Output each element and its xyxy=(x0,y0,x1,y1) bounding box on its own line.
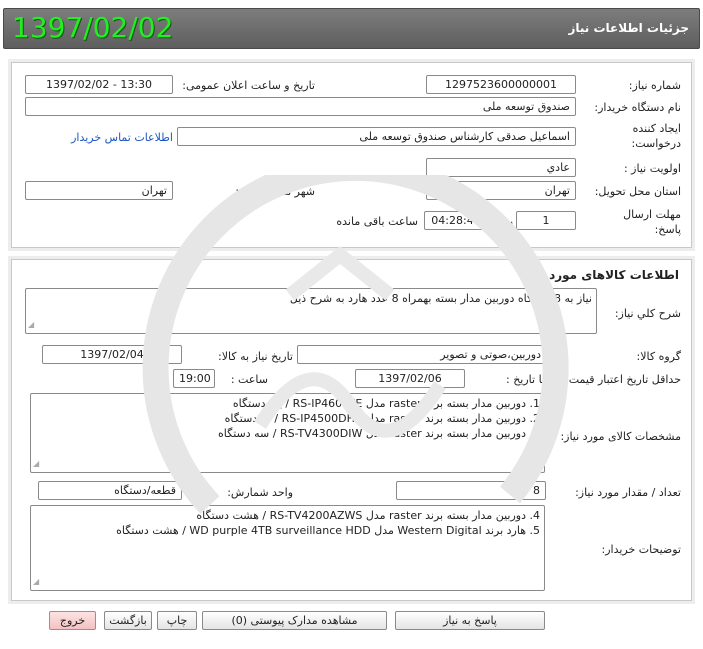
priority-label: اولویت نیاز : xyxy=(623,162,681,175)
hour-field: 19:00 xyxy=(173,369,215,388)
qty-label: تعداد / مقدار مورد نیاز: xyxy=(575,486,681,499)
group-field: دوربین،صوتی و تصویر xyxy=(297,345,547,364)
deadline-label-line2: پاسخ: xyxy=(654,223,681,236)
spec-line: 1. دوربین مدار بسته برند raster مدل RS-IP4600FE / یک دستگاه xyxy=(232,397,540,410)
back-button[interactable]: بازگشت xyxy=(104,611,152,630)
creator-label-line1: ایجاد کننده xyxy=(632,122,681,135)
note-line: 5. هارد برند Western Digital مدل WD purple 4TB surveillance HDD / هشت دستگاه xyxy=(116,524,540,537)
goods-section-title: اطلاعات کالاهای مورد نیاز xyxy=(524,268,679,282)
unit-field: قطعه/دستگاه xyxy=(38,481,182,500)
specs-label: مشخصات کالای مورد نیاز: xyxy=(560,430,681,443)
spec-line: 2. دوربین مدار بسته برند raster مدل RS-IP4500DHA / دو دستگاه xyxy=(224,412,540,425)
spec-line: 3. دوربین مدار بسته برند raster مدل RS-TV4300DIW / سه دستگاه xyxy=(218,427,540,440)
time-remaining-field: 04:28:44 xyxy=(424,211,488,230)
summary-label: شرح کلي نياز: xyxy=(614,307,681,320)
buyer-contact-link[interactable]: اطلاعات تماس خریدار xyxy=(71,131,173,144)
attachments-button[interactable]: مشاهده مدارک پیوستی (0) xyxy=(202,611,387,630)
resize-grip-icon[interactable]: ◢ xyxy=(33,459,40,468)
unit-label: واحد شمارش: xyxy=(227,486,293,499)
province-field: تهران xyxy=(426,181,576,200)
reply-button[interactable]: پاسخ به نیاز xyxy=(395,611,545,630)
need-date-label: تاریخ نیاز به کالا: xyxy=(218,350,293,363)
buyer-field: صندوق توسعه ملی xyxy=(25,97,576,116)
until-date-label: تا تاریخ : xyxy=(506,373,545,386)
group-label: گروه کالا: xyxy=(636,350,681,363)
creator-label-line2: درخواست: xyxy=(631,137,681,150)
need-date-field: 1397/02/04 xyxy=(42,345,182,364)
summary-text: نیاز به 8 دستگاه دوربین مدار بسته بهمراه 8 عدد هارد به شرح ذیل xyxy=(289,292,592,305)
creator-field: اسماعیل صدقی کارشناس صندوق توسعه ملی xyxy=(177,127,576,146)
validity-label: حداقل تاریخ اعتبار قیمت: xyxy=(565,373,681,386)
specs-textarea[interactable] xyxy=(30,393,545,473)
deadline-label-line1: مهلت ارسال xyxy=(623,208,681,221)
page-title: جزئیات اطلاعات نیاز xyxy=(568,21,689,35)
resize-grip-icon[interactable]: ◢ xyxy=(28,320,35,329)
qty-field: 8 xyxy=(396,481,546,500)
days-remaining-field: 1 xyxy=(516,211,576,230)
days-label: روز و xyxy=(488,215,513,228)
priority-field: عادي xyxy=(426,158,576,177)
exit-button[interactable]: خروج xyxy=(49,611,96,630)
print-button[interactable]: چاپ xyxy=(157,611,197,630)
time-remaining-label: ساعت باقی مانده xyxy=(336,215,418,228)
city-label: شهر محل تحویل: xyxy=(235,185,315,198)
buyer-notes-textarea[interactable] xyxy=(30,505,545,591)
need-number-field: 1297523600000001 xyxy=(426,75,576,94)
need-number-label: شماره نیاز: xyxy=(628,79,681,92)
buyer-label: نام دستگاه خریدار: xyxy=(594,101,681,114)
date-banner: 1397/02/02 xyxy=(12,11,174,44)
hour-label: ساعت : xyxy=(230,373,268,386)
until-date-field: 1397/02/06 xyxy=(355,369,465,388)
note-line: 4. دوربین مدار بسته برند raster مدل RS-TV4200AZWS / هشت دستگاه xyxy=(196,509,540,522)
resize-grip-icon[interactable]: ◢ xyxy=(33,577,40,586)
announce-datetime-field: 1397/02/02 - 13:30 xyxy=(25,75,173,94)
title-bar xyxy=(3,8,700,49)
buyer-notes-label: توضیحات خریدار: xyxy=(601,543,681,556)
announce-label: تاریخ و ساعت اعلان عمومی: xyxy=(182,79,315,92)
province-label: استان محل تحویل: xyxy=(594,185,681,198)
city-field: تهران xyxy=(25,181,173,200)
summary-textarea[interactable] xyxy=(25,288,597,334)
